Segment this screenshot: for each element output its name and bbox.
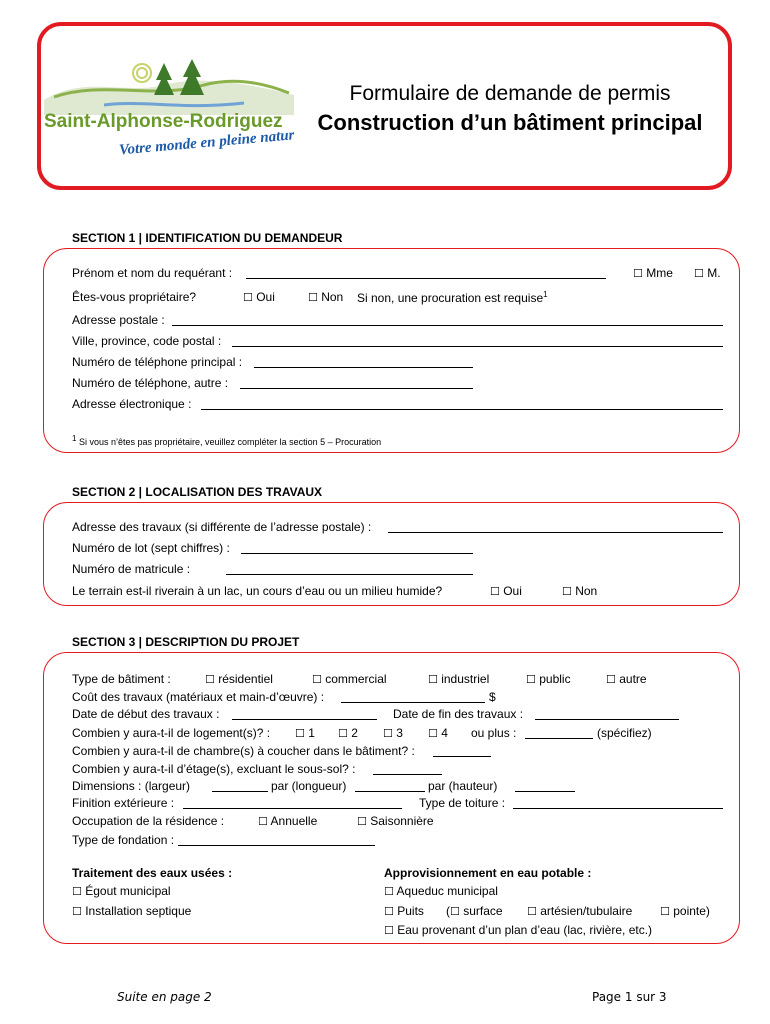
phone-label: Numéro de téléphone principal :: [72, 355, 243, 369]
cost-field[interactable]: [341, 702, 485, 703]
occupation-seasonal-option[interactable]: ☐ Saisonnière: [357, 814, 434, 828]
point-well-option[interactable]: ☐ pointe): [660, 904, 710, 918]
svg-text:Votre monde en pleine nature: Votre monde en pleine nature: [118, 126, 294, 159]
section1-title: SECTION 1 | IDENTIFICATION DU DEMANDEUR: [72, 231, 343, 245]
section3-title: SECTION 3 | DESCRIPTION DU PROJET: [72, 635, 300, 649]
end-date-label: Date de fin des travaux :: [393, 707, 524, 721]
floors-field[interactable]: [373, 774, 442, 775]
length-label: par (longueur): [271, 779, 347, 793]
height-field[interactable]: [515, 791, 575, 792]
bedrooms-field[interactable]: [433, 756, 491, 757]
proxy-required-text: Si non, une procuration est requise$^1$: [357, 290, 548, 305]
lake-water-option[interactable]: ☐ Eau provenant d’un plan d’eau (lac, rivière, etc.): [384, 923, 653, 937]
email-field[interactable]: [201, 409, 723, 410]
roof-label: Type de toiture :: [419, 796, 506, 810]
width-label: Dimensions : (largeur): [72, 779, 191, 793]
postal-address-field[interactable]: [172, 325, 723, 326]
septic-option[interactable]: ☐ Installation septique: [72, 904, 192, 918]
city-label: Ville, province, code postal :: [72, 334, 222, 348]
roof-field[interactable]: [513, 808, 723, 809]
type-commercial-option[interactable]: ☐ commercial: [312, 672, 387, 686]
requester-name-label: Prénom et nom du requérant :: [72, 266, 233, 280]
occupation-annual-option[interactable]: ☐ Annuelle: [258, 814, 318, 828]
height-label: par (hauteur): [428, 779, 498, 793]
form-subtitle: Construction d’un bâtiment principal: [317, 110, 703, 135]
phone-field[interactable]: [254, 367, 473, 368]
units-4-option[interactable]: ☐ 4: [428, 726, 448, 740]
end-date-field[interactable]: [535, 719, 679, 720]
work-address-field[interactable]: [388, 532, 723, 533]
occupation-label: Occupation de la résidence :: [72, 814, 225, 828]
phone2-field[interactable]: [240, 388, 473, 389]
page-number: Page 1 sur 3: [592, 990, 667, 1004]
riverain-label: Le terrain est-il riverain à un lac, un cours d’eau ou un milieu humide?: [72, 584, 443, 598]
floors-label: Combien y aura-t-il d’étage(s), excluant le sous-sol? :: [72, 762, 356, 776]
requester-name-field[interactable]: [246, 278, 606, 279]
cost-label: Coût des travaux (matériaux et main-d’œuvre) :: [72, 690, 325, 704]
units-more-field[interactable]: [525, 738, 593, 739]
municipality-logo: [44, 55, 294, 173]
m-option[interactable]: ☐ M.: [694, 266, 721, 280]
owner-yes-option[interactable]: ☐ Oui: [243, 290, 275, 304]
wells-option[interactable]: ☐ Puits: [384, 904, 424, 918]
riverain-no-option[interactable]: ☐ Non: [562, 584, 598, 598]
lot-number-label: Numéro de lot (sept chiffres) :: [72, 541, 230, 555]
start-date-label: Date de début des travaux :: [72, 707, 220, 721]
aqueduct-option[interactable]: ☐ Aqueduc municipal: [384, 884, 498, 898]
water-supply-title: Approvisionnement en eau potable :: [384, 866, 592, 880]
type-residential-option[interactable]: ☐ résidentiel: [205, 672, 273, 686]
wastewater-title: Traitement des eaux usées :: [72, 866, 233, 880]
units-label: Combien y aura-t-il de logement(s)? :: [72, 726, 271, 740]
foundation-field[interactable]: [178, 845, 375, 846]
units-2-option[interactable]: ☐ 2: [338, 726, 358, 740]
continued-note: Suite en page 2: [117, 990, 212, 1004]
length-field[interactable]: [355, 791, 425, 792]
city-field[interactable]: [232, 346, 723, 347]
sewer-option[interactable]: ☐ Égout municipal: [72, 884, 171, 898]
currency-sign: $: [489, 690, 496, 704]
owner-no-option[interactable]: ☐ Non: [308, 290, 344, 304]
phone2-label: Numéro de téléphone, autre :: [72, 376, 229, 390]
artesian-well-option[interactable]: ☐ artésien/tubulaire: [527, 904, 633, 918]
work-address-label: Adresse des travaux (si différente de l’adresse postale) :: [72, 520, 372, 534]
type-industrial-option[interactable]: ☐ industriel: [428, 672, 490, 686]
section1-footnote: 1 Si vous n’êtes pas propriétaire, veuillez compléter la section 5 – Procuration: [72, 434, 382, 447]
surface-well-option[interactable]: (☐ surface: [446, 904, 503, 918]
start-date-field[interactable]: [232, 719, 377, 720]
mme-option[interactable]: ☐ Mme: [633, 266, 673, 280]
building-type-label: Type de bâtiment :: [72, 672, 171, 686]
riverain-yes-option[interactable]: ☐ Oui: [490, 584, 522, 598]
matricule-label: Numéro de matricule :: [72, 562, 191, 576]
lot-number-field[interactable]: [241, 553, 473, 554]
width-field[interactable]: [212, 791, 268, 792]
units-more-label: ou plus :: [471, 726, 517, 740]
type-public-option[interactable]: ☐ public: [526, 672, 571, 686]
finish-field[interactable]: [183, 808, 402, 809]
units-1-option[interactable]: ☐ 1: [295, 726, 315, 740]
email-label: Adresse électronique :: [72, 397, 192, 411]
matricule-field[interactable]: [226, 574, 473, 575]
type-other-option[interactable]: ☐ autre: [606, 672, 647, 686]
svg-text:Saint-Alphonse-Rodriguez: Saint-Alphonse-Rodriguez: [44, 111, 283, 132]
foundation-label: Type de fondation :: [72, 833, 175, 847]
postal-address-label: Adresse postale :: [72, 313, 165, 327]
owner-label: Êtes-vous propriétaire?: [72, 290, 197, 304]
specify-label: (spécifiez): [597, 726, 652, 740]
finish-label: Finition extérieure :: [72, 796, 175, 810]
form-title: Formulaire de demande de permis: [349, 82, 671, 105]
units-3-option[interactable]: ☐ 3: [383, 726, 403, 740]
bedrooms-label: Combien y aura-t-il de chambre(s) à coucher dans le bâtiment? :: [72, 744, 415, 758]
section2-title: SECTION 2 | LOCALISATION DES TRAVAUX: [72, 485, 323, 499]
